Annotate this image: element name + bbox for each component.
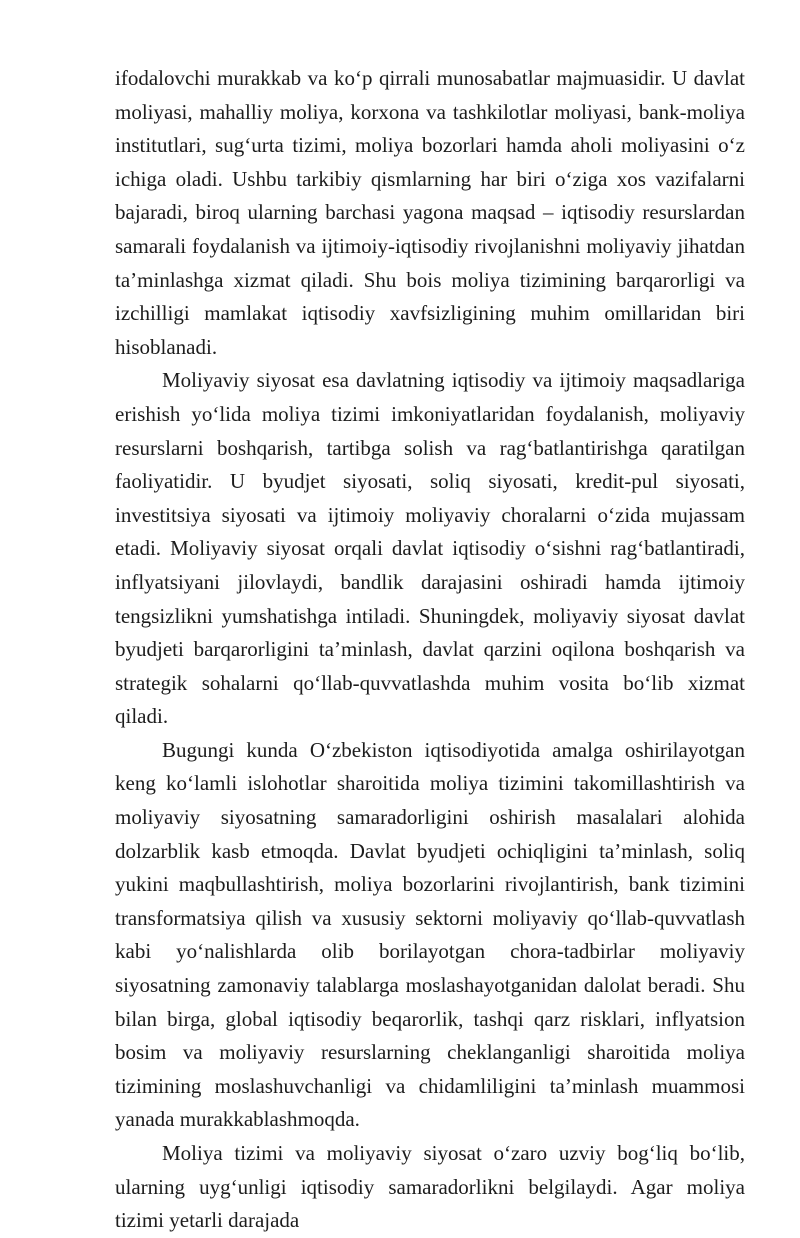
paragraph: Bugungi kunda O‘zbekiston iqtisodiyotida amalga oshirilayotgan keng ko‘lamli islohotlar sharoitida moliya tizimini takomillashtirish va moliyaviy siyosatning samaradorligini oshirish masalalari alohida dolzarblik kasb etmoqda. Davlat byudjeti ochiqligini ta’minlash, soliq yukini maqbullashtirish, moliya bozorlarini rivojlantirish, bank tizimini transformatsiya qilish va xususiy sektorni moliyaviy qo‘llab-quvvatlash kabi yo‘nalishlarda olib borilayotgan chora-tadbirlar moliyaviy siyosatning zamonaviy talablarga moslashayotganidan dalolat beradi. Shu bilan birga, global iqtisodiy beqarorlik, tashqi qarz risklari, inflyatsion bosim va moliyaviy resurslarning cheklanganligi sharoitida moliya tizimining moslashuvchanligi va chidamliligini ta’minlash muammosi yanada murakkablashmoqda. — [115, 737, 745, 1132]
paragraph: Moliya tizimi va moliyaviy siyosat o‘zaro uzviy bog‘liq bo‘lib, ularning uyg‘unligi iqtisodiy samaradorlikni belgilaydi. Agar moliya tizimi yetarli darajada — [115, 1141, 745, 1233]
paragraph: ifodalovchi murakkab va ko‘p qirrali munosabatlar majmuasidir. U davlat moliyasi, mahalliy moliya, korxona va tashkilotlar moliyasi, bank-moliya institutlari, sug‘urta tizimi, moliya bozorlari hamda aholi moliyasini o‘z ichiga oladi. Ushbu tarkibiy qismlarning har biri o‘ziga xos vazifalarni bajaradi, biroq ularning barchasi yagona maqsad – iqtisodiy resurslardan samarali foydalanish va ijtimoiy-iqtisodiy rivojlanishni moliyaviy jihatdan ta’minlashga xizmat qiladi. Shu bois moliya tizimining barqarorligi va izchilligi mamlakat iqtisodiy xavfsizligining muhim omillaridan biri hisoblanadi. — [115, 66, 745, 359]
document-text-block — [115, 62, 745, 1238]
paragraph: Moliyaviy siyosat esa davlatning iqtisodiy va ijtimoiy maqsadlariga erishish yo‘lida moliya tizimi imkoniyatlaridan foydalanish, moliyaviy resurslarni boshqarish, tartibga solish va rag‘batlantirishga qaratilgan faoliyatidir. U byudjet siyosati, soliq siyosati, kredit-pul siyosati, investitsiya siyosati va ijtimoiy moliyaviy choralarni o‘zida mujassam etadi. Moliyaviy siyosat orqali davlat iqtisodiy o‘sishni rag‘batlantiradi, inflyatsiyani jilovlaydi, bandlik darajasini oshiradi hamda ijtimoiy tengsizlikni yumshatishga intiladi. Shuningdek, moliyaviy siyosat davlat byudjeti barqarorligini ta’minlash, davlat qarzini oqilona boshqarish va strategik sohalarni qo‘llab-quvvatlashda muhim vosita bo‘lib xizmat qiladi. — [115, 368, 745, 729]
